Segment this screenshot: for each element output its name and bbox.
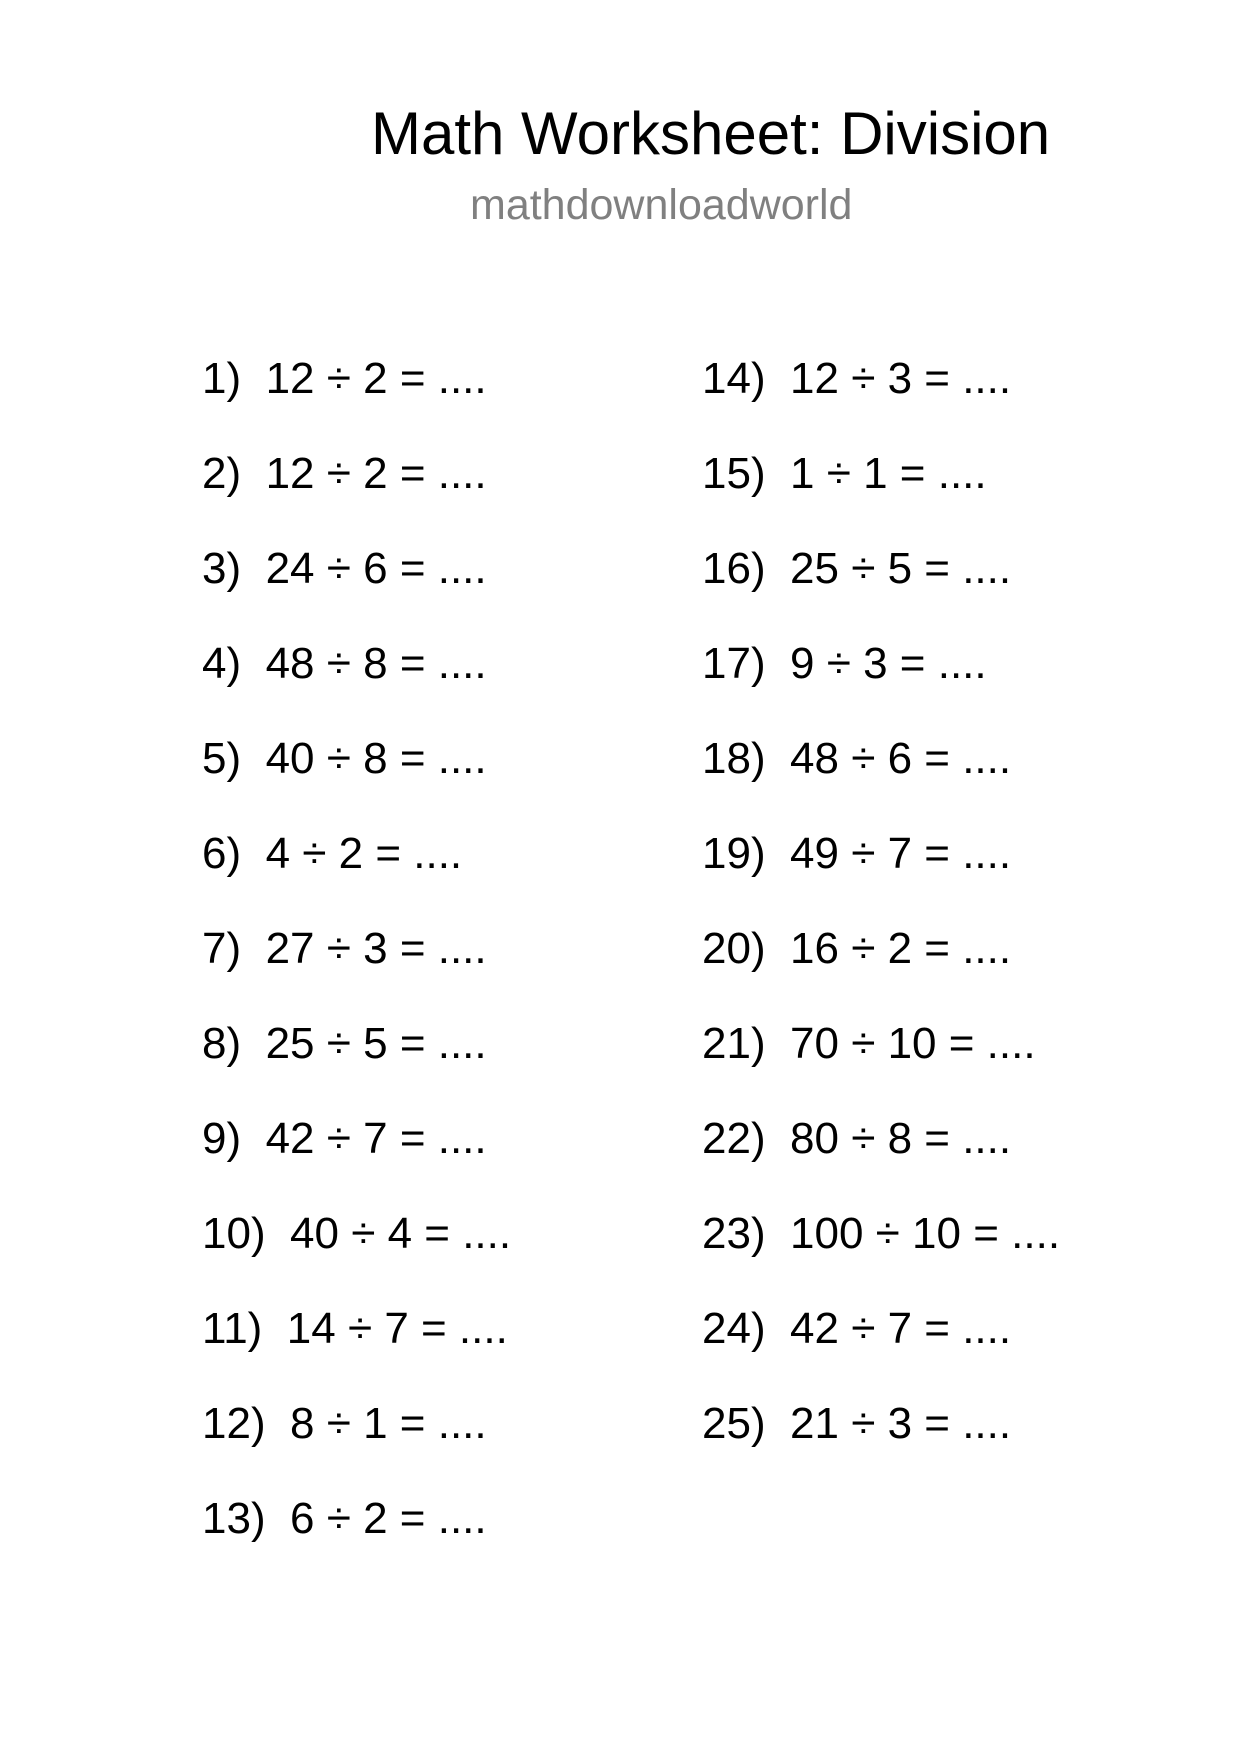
problem-item (202, 1399, 511, 1494)
problem-equation: 12 ÷ 2 = .... (265, 354, 487, 403)
problem-number: 5) (202, 734, 242, 783)
problem-item (702, 449, 1060, 544)
problem-equation: 14 ÷ 7 = .... (286, 1304, 508, 1353)
problem-number: 1) (202, 354, 242, 403)
problem-item (702, 1209, 1060, 1304)
problem-equation: 100 ÷ 10 = .... (790, 1209, 1061, 1258)
problem-number: 12) (202, 1399, 266, 1448)
problem-item (202, 829, 511, 924)
problem-number: 8) (202, 1019, 242, 1068)
problem-equation: 21 ÷ 3 = .... (790, 1399, 1012, 1448)
problem-item (702, 544, 1060, 639)
problem-number: 2) (202, 449, 242, 498)
problem-number: 9) (202, 1114, 242, 1163)
problem-number: 23) (702, 1209, 766, 1258)
problem-equation: 40 ÷ 8 = .... (265, 734, 487, 783)
problem-number: 4) (202, 639, 242, 688)
problem-item (202, 1494, 511, 1589)
problem-equation: 25 ÷ 5 = .... (265, 1019, 487, 1068)
problem-number: 18) (702, 734, 766, 783)
problem-equation: 12 ÷ 2 = .... (265, 449, 487, 498)
problem-number: 14) (702, 354, 766, 403)
problem-item (702, 924, 1060, 1019)
problem-number: 20) (702, 924, 766, 973)
problem-item (202, 544, 511, 639)
problem-number: 7) (202, 924, 242, 973)
problem-item (702, 639, 1060, 734)
problem-number: 3) (202, 544, 242, 593)
problem-equation: 24 ÷ 6 = .... (265, 544, 487, 593)
problem-item (202, 1209, 511, 1304)
problem-column-left (202, 354, 511, 1589)
problem-equation: 12 ÷ 3 = .... (790, 354, 1012, 403)
problem-equation: 42 ÷ 7 = .... (265, 1114, 487, 1163)
problem-equation: 4 ÷ 2 = .... (265, 829, 463, 878)
problem-number: 24) (702, 1304, 766, 1353)
problem-equation: 16 ÷ 2 = .... (790, 924, 1012, 973)
problem-number: 13) (202, 1494, 266, 1543)
problem-equation: 1 ÷ 1 = .... (790, 449, 987, 498)
problem-equation: 70 ÷ 10 = .... (790, 1019, 1036, 1068)
problem-number: 15) (702, 449, 766, 498)
problem-item (202, 1019, 511, 1114)
problem-number: 25) (702, 1399, 766, 1448)
problem-item (702, 1114, 1060, 1209)
problem-equation: 48 ÷ 8 = .... (265, 639, 487, 688)
problem-equation: 48 ÷ 6 = .... (790, 734, 1012, 783)
problem-equation: 42 ÷ 7 = .... (790, 1304, 1012, 1353)
problem-item (202, 1114, 511, 1209)
problem-item (702, 1399, 1060, 1494)
problem-equation: 80 ÷ 8 = .... (790, 1114, 1012, 1163)
problem-equation: 9 ÷ 3 = .... (790, 639, 987, 688)
problem-equation: 6 ÷ 2 = .... (290, 1494, 487, 1543)
problem-number: 16) (702, 544, 766, 593)
problem-item (702, 1304, 1060, 1399)
problem-item (702, 829, 1060, 924)
problem-item (202, 449, 511, 544)
problem-number: 10) (202, 1209, 266, 1258)
worksheet-title: Math Worksheet: Division (371, 100, 1051, 167)
problem-equation: 8 ÷ 1 = .... (290, 1399, 487, 1448)
problem-item (202, 1304, 511, 1399)
problem-equation: 25 ÷ 5 = .... (790, 544, 1012, 593)
problem-equation: 27 ÷ 3 = .... (265, 924, 487, 973)
problem-item (702, 1019, 1060, 1114)
problem-number: 21) (702, 1019, 766, 1068)
problem-number: 6) (202, 829, 242, 878)
problem-item (202, 924, 511, 1019)
problem-item (702, 354, 1060, 449)
problem-equation: 49 ÷ 7 = .... (790, 829, 1012, 878)
problem-column-right (702, 354, 1060, 1494)
worksheet-source: mathdownloadworld (470, 181, 853, 229)
problem-number: 22) (702, 1114, 766, 1163)
problem-number: 19) (702, 829, 766, 878)
problem-item (702, 734, 1060, 829)
problem-item (202, 734, 511, 829)
problem-item (202, 354, 511, 449)
problem-number: 17) (702, 639, 766, 688)
problem-item (202, 639, 511, 734)
problem-number: 11) (202, 1304, 263, 1353)
problem-equation: 40 ÷ 4 = .... (290, 1209, 512, 1258)
